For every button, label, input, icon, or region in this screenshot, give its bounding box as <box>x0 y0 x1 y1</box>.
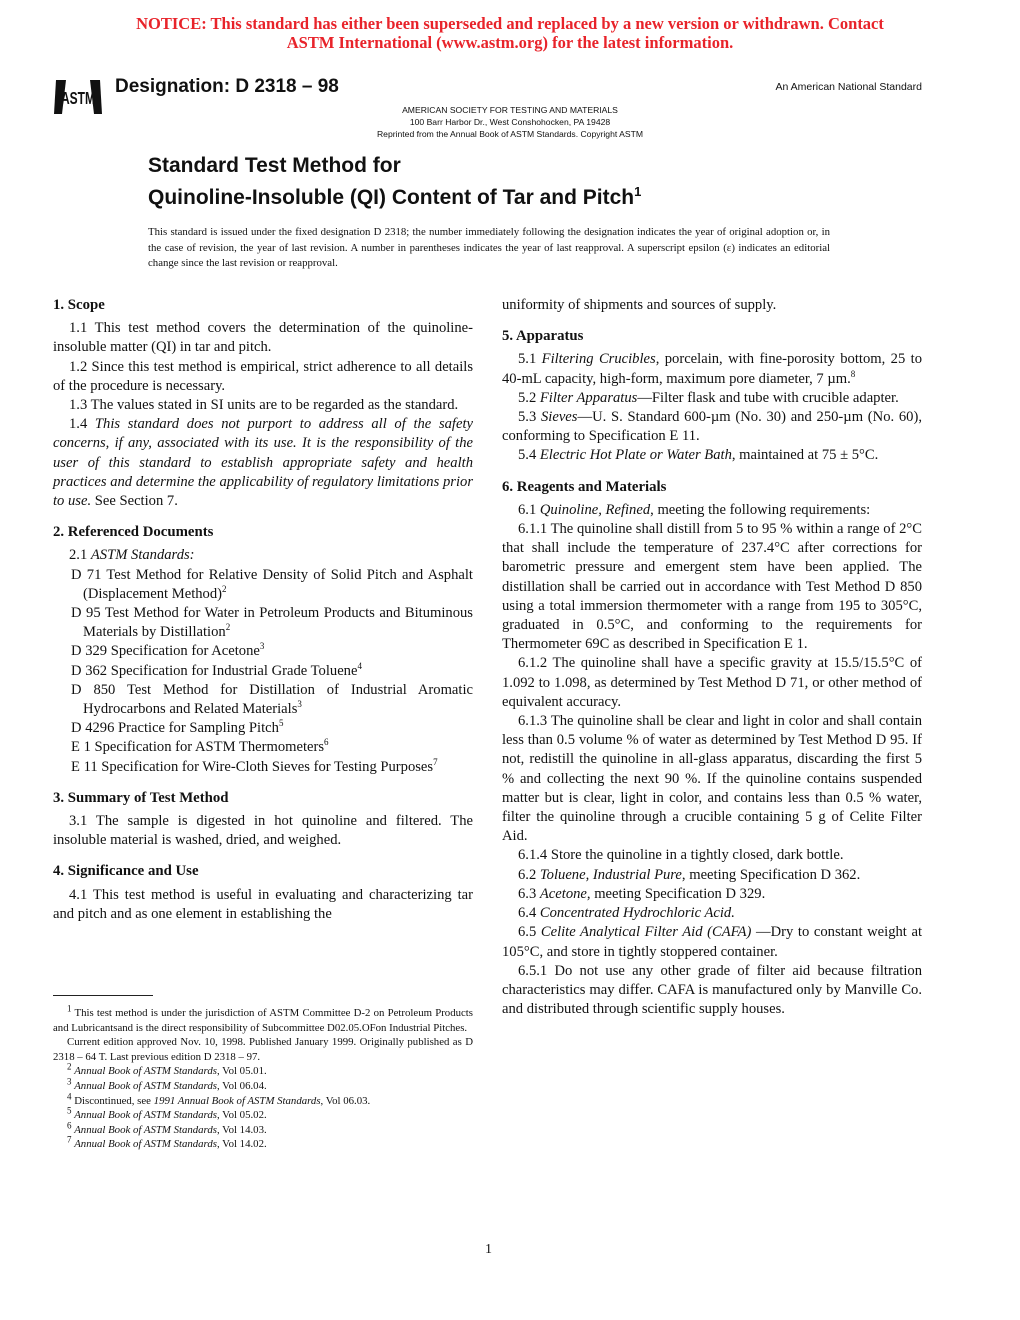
ref-item <box>53 681 473 719</box>
para-6-1-num: 6.1 <box>518 501 540 518</box>
ref-item <box>53 604 473 642</box>
footnote-item <box>53 1076 473 1094</box>
ref-item <box>53 758 473 777</box>
footnote-rest: , Vol 14.02. <box>216 1138 267 1151</box>
footnote-pre: Discontinued, see <box>74 1094 154 1107</box>
para-6-1 <box>502 501 922 520</box>
para-5-1-num: 5.1 <box>518 351 542 368</box>
footnote-item <box>53 1120 473 1138</box>
ref-sup: 2 <box>222 583 227 594</box>
footnotes <box>53 1003 473 1152</box>
para-5-2-text: —Filter flask and tube with crucible adapter. <box>637 389 899 406</box>
para-2-1 <box>53 546 473 565</box>
footnote-edition: Current edition approved Nov. 10, 1998. Published January 1999. Originally published as D 2318 – 64 T. Last previous edition D 2318 – 97. <box>53 1036 473 1063</box>
left-column <box>53 296 473 924</box>
issued-note: This standard is issued under the fixed designation D 2318; the number immediately following the designation indicates the year of original adoption or, in the case of revision, the year of last revision. A number in parentheses indicates the year of last reapproval. A superscript epsilon (ε) indicates an editorial change since the last revision or reapproval. <box>148 226 830 269</box>
ref-item <box>53 642 473 661</box>
para-2-1-label: ASTM Standards: <box>90 547 195 564</box>
ref-sup: 3 <box>259 641 265 652</box>
footnote-mark: 4 <box>67 1090 72 1101</box>
footnote-italic: Annual Book of ASTM Standards <box>74 1079 217 1092</box>
footnote-rest: , Vol 06.04. <box>216 1079 267 1092</box>
footnote-italic: Annual Book of ASTM Standards <box>74 1123 217 1136</box>
para-1-4-italic: This standard does not purport to address all of the safety concerns, if any, associated with its use. It is the responsibility of the user of this standard to establish appropriate safety and health practices and determine the applicability of regulatory limitations prior to use. <box>53 416 473 510</box>
ref-text: D 4296 Practice for Sampling Pitch <box>71 720 279 737</box>
footnote-item <box>53 1134 473 1152</box>
society-address: 100 Barr Harbor Dr., West Conshohocken, PA 19428 <box>409 117 611 127</box>
ref-sup: 5 <box>278 718 284 729</box>
para-5-2 <box>502 389 922 408</box>
ref-text: E 1 Specification for ASTM Thermometers <box>71 739 325 756</box>
ref-text: D 362 Specification for Industrial Grade Toluene <box>71 662 358 679</box>
para-6-3-label: Acetone <box>539 885 587 902</box>
right-column <box>502 296 922 1019</box>
section-heading-summary: 3. Summary of Test Method <box>53 789 229 806</box>
section-heading-significance: 4. Significance and Use <box>53 863 199 880</box>
para-6-1-text: , meeting the following requirements: <box>650 501 871 518</box>
para-6-1-1: 6.1.1 The quinoline shall distill from 5 to 95 % within a range of 2°C that shall include the temperature of 237.4°C after corrections for barometric pressure and emergent stem have been applied. The distillation shall be carried out in accordance with Test Method D 850 using a total immersion thermometer with a range from 195 to 305°C, graduated in 0.5°C, and conforming to the requirements for Thermometer 69C as described in Specification E 1. <box>502 521 922 653</box>
para-6-5 <box>502 923 922 961</box>
para-6-1-3: 6.1.3 The quinoline shall be clear and light in color and shall contain less than 0.5 volume % of water as determined by Test Method D 95. If not, redistill the quinoline in all-glass apparatus, discarding the first 5 % and collecting the next 90 %. If the quinoline contains suspended matter but is clear, light in color, and contains less than 0.5 % water, filter the quinoline through a crucible containing 5 g of Celite Filter Aid. <box>502 713 922 845</box>
para-6-4-label: Concentrated Hydrochloric Acid. <box>539 905 735 922</box>
footnote-italic: Annual Book of ASTM Standards <box>74 1109 217 1122</box>
para-6-1-2: 6.1.2 The quinoline shall have a specific gravity at 15.5/15.5°C of 1.092 to 1.098, as determined by Test Method D 71, or other method of equivalent accuracy. <box>502 655 922 710</box>
footnote-item <box>53 1105 473 1123</box>
para-1-1: 1.1 This test method covers the determination of the quinoline-insoluble matter (QI) in tar and pitch. <box>53 320 473 356</box>
para-6-2 <box>502 866 922 885</box>
section-heading-referenced: 2. Referenced Documents <box>53 524 214 541</box>
title-line-2 <box>148 179 641 211</box>
title-text: Quinoline-Insoluble (QI) Content of Tar and Pitch <box>148 186 635 209</box>
para-6-4 <box>502 904 922 923</box>
footnote-mark: 5 <box>67 1105 72 1116</box>
para-5-1-label: Filtering Crucibles <box>541 351 656 368</box>
para-1-4-num: 1.4 <box>69 416 95 433</box>
footnote-rest: , Vol 14.03. <box>216 1123 267 1136</box>
ref-sup: 6 <box>324 737 329 748</box>
page-number: 1 <box>485 1242 492 1257</box>
para-5-4-num: 5.4 <box>518 447 540 464</box>
ref-text: E 11 Specification for Wire-Cloth Sieves for Testing Purposes <box>71 758 434 775</box>
para-6-5-num: 6.5 <box>518 924 541 941</box>
footnote-mark: 3 <box>67 1076 72 1087</box>
para-1-2: 1.2 Since this test method is empirical, strict adherence to all details of the procedure is necessary. <box>53 358 473 394</box>
ref-sup: 4 <box>357 660 362 671</box>
footnote-mark: 2 <box>67 1061 72 1072</box>
para-5-1-text: , porcelain, with fine-porosity bottom, 25 to 40-mL capacity, high-form, maximum pore diameter, 7 µm. <box>502 351 922 387</box>
ref-item <box>53 662 473 681</box>
astm-logo-text: ASTM <box>61 88 95 109</box>
section-heading-reagents: 6. Reagents and Materials <box>502 478 667 495</box>
para-6-2-text: , meeting Specification D 362. <box>681 866 861 883</box>
reprint-note: Reprinted from the Annual Book of ASTM Standards. Copyright ASTM <box>376 129 644 139</box>
footnote-italic: Annual Book of ASTM Standards <box>74 1065 217 1078</box>
ref-sup: 7 <box>433 756 438 767</box>
footnote-rest: , Vol 06.03. <box>320 1094 371 1107</box>
national-standard-label: An American National Standard <box>775 81 922 93</box>
notice-line-2: ASTM International (www.astm.org) for the latest information. <box>286 33 734 52</box>
para-5-4 <box>502 446 922 465</box>
para-5-3-text: —U. S. Standard 600-µm (No. 30) and 250-µm (No. 60), conforming to Specification E 11. <box>502 409 922 445</box>
para-5-3-label: Sieves <box>541 409 578 426</box>
society-name: AMERICAN SOCIETY FOR TESTING AND MATERIALS <box>402 105 618 115</box>
ref-text: D 71 Test Method for Relative Density of Solid Pitch and Asphalt (Displacement Method) <box>71 566 473 602</box>
ref-text: D 850 Test Method for Distillation of Industrial Aromatic Hydrocarbons and Related Materials <box>71 681 473 718</box>
footnote-divider <box>53 995 153 996</box>
footnote-rest: , Vol 05.01. <box>216 1065 267 1078</box>
para-6-4-num: 6.4 <box>518 905 540 922</box>
title-footnote-mark: 1 <box>634 184 642 199</box>
para-6-5-1: 6.5.1 Do not use any other grade of filter aid because filtration characteristics may differ. CAFA is manufactured only by Manville Co. and distributed through scientific supply houses. <box>502 962 922 1018</box>
society-block <box>300 104 720 140</box>
para-5-2-label: Filter Apparatus <box>539 389 638 406</box>
para-5-3-num: 5.3 <box>518 409 541 426</box>
para-6-1-4: 6.1.4 Store the quinoline in a tightly closed, dark bottle. <box>518 847 844 864</box>
para-6-2-num: 6.2 <box>518 866 540 883</box>
title-line-1: Standard Test Method for <box>148 154 401 177</box>
para-4-1-continued: uniformity of shipments and sources of supply. <box>502 297 777 313</box>
para-2-1-num: 2.1 <box>69 547 91 564</box>
para-5-1 <box>502 350 922 388</box>
para-1-3: 1.3 The values stated in SI units are to be regarded as the standard. <box>69 397 459 414</box>
para-6-1-label: Quinoline, Refined <box>539 501 651 518</box>
notice-banner <box>0 14 1020 52</box>
section-heading-scope: 1. Scope <box>53 297 105 313</box>
para-6-2-label: Toluene, Industrial Pure <box>539 866 682 883</box>
footnote-rest: , Vol 05.02. <box>216 1109 267 1122</box>
para-1-4 <box>53 415 473 511</box>
para-6-3 <box>502 885 922 904</box>
footnote-mark: 7 <box>67 1134 72 1145</box>
notice-line-1: NOTICE: This standard has either been superseded and replaced by a new version or withdrawn. Contact <box>136 14 884 33</box>
ref-item <box>53 719 473 738</box>
para-6-5-label: Celite Analytical Filter Aid (CAFA) <box>540 924 752 941</box>
para-1-4-end: See Section 7. <box>91 493 178 510</box>
ref-text: D 329 Specification for Acetone <box>71 643 260 660</box>
ref-sup: 3 <box>297 699 302 710</box>
footnote-text: This test method is under the jurisdiction of ASTM Committee D-2 on Petroleum Products and Lubricantsand is the direct responsibility of Subcommittee D02.05.OFon Industrial Pitches. <box>53 1007 473 1034</box>
footnote-item <box>53 1090 473 1109</box>
para-6-3-text: , meeting Specification D 329. <box>586 885 766 902</box>
para-3-1: 3.1 The sample is digested in hot quinoline and filtered. The insoluble material is washed, dried, and weighed. <box>53 813 473 849</box>
para-4-1: 4.1 This test method is useful in evaluating and characterizing tar and pitch and as one element in establishing the <box>53 886 473 922</box>
para-5-3 <box>502 408 922 446</box>
section-heading-apparatus: 5. Apparatus <box>502 328 584 345</box>
para-5-1-sup: 8 <box>850 368 856 379</box>
ref-sup: 2 <box>225 622 231 633</box>
para-5-4-label: Electric Hot Plate or Water Bath <box>539 447 732 464</box>
astm-logo-icon <box>52 74 104 120</box>
para-5-2-num: 5.2 <box>518 389 540 406</box>
footnote-italic: 1991 Annual Book of ASTM Standards <box>153 1094 321 1107</box>
ref-item <box>53 566 473 604</box>
footnote-1 <box>53 1003 473 1035</box>
ref-text: D 95 Test Method for Water in Petroleum Products and Bituminous Materials by Distillation <box>71 605 473 641</box>
footnote-item <box>53 1061 473 1079</box>
designation: Designation: D 2318 – 98 <box>115 76 339 97</box>
page-title <box>148 153 641 211</box>
ref-item <box>53 738 473 757</box>
footnote-italic: Annual Book of ASTM Standards <box>74 1138 217 1151</box>
footnote-mark: 1 <box>67 1003 72 1014</box>
footnote-mark: 6 <box>67 1120 72 1131</box>
para-5-4-text: , maintained at 75 ± 5°C. <box>731 447 879 464</box>
para-6-5-text: —Dry to constant weight at 105°C, and store in tightly stoppered container. <box>502 924 922 960</box>
para-6-3-num: 6.3 <box>518 885 540 902</box>
